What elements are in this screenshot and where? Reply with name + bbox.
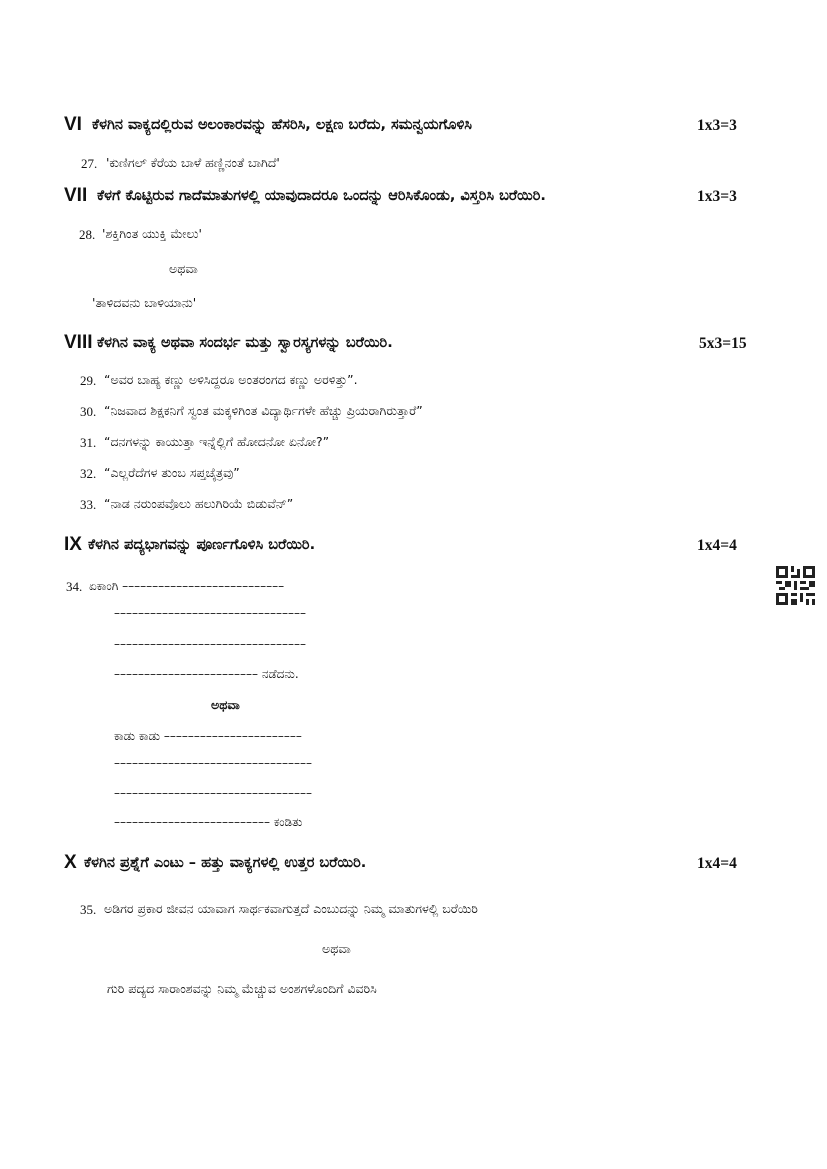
section-heading: ಕೆಳಗಿನ ಪದ್ಯಭಾಗವನ್ನು ಪೂರ್ಣಗೊಳಿಸಿ ಬರೆಯಿರಿ. [88,537,316,553]
poem-line: –––––––––––––––––––––––– ನಡೆದನು. [114,667,299,681]
poem-line: –––––––––––––––––––––––––––––––– [114,606,306,620]
question-number: 34. [66,579,83,594]
section-heading: ಕೆಳಗಿನ ವಾಕ್ಯ ಅಥವಾ ಸಂದರ್ಭ ಮತ್ತು ಸ್ವಾರಸ್ಯಗಳನ್ನು ಬರೆಯಿರಿ. [97,335,393,351]
or-separator: ಅಥವಾ [322,941,351,956]
question-text: “ನಿಜವಾದ ಶಿಕ್ಷಕನಿಗೆ ಸ್ವಂತ ಮಕ್ಕಳಿಗಿಂತ ವಿದ್ಯಾರ್ಥಿಗಳೇ ಹೆಚ್ಚು ಪ್ರಿಯರಾಗಿರುತ್ತಾರೆ” [104,403,423,418]
poem-line: ಕಾಡು ಕಾಡು ––––––––––––––––––––––– [114,729,302,743]
section-marks: 1x3=3 [697,188,737,205]
question-number: 28. [79,227,96,242]
question-text: ಅಡಿಗರ ಪ್ರಕಾರ ಜೀವನ ಯಾವಾಗ ಸಾರ್ಥಕವಾಗುತ್ತದೆ ಎಂಬುದನ್ನು ನಿಮ್ಮ ಮಾತುಗಳಲ್ಲಿ ಬರೆಯಿರಿ [104,901,478,916]
or-separator: ಅಥವಾ [211,697,240,712]
question-text: “ನಾಡ ನರುಂಪವೊಲು ಹಲುಗಿರಿಯೆ ಬಿಡುವೆನ್” [104,496,294,511]
section-number: X [64,852,77,873]
or-separator: ಅಥವಾ [169,261,198,276]
question-text: 'ಶಕ್ತಿಗಿಂತ ಯುಕ್ತಿ ಮೇಲು' [102,226,202,241]
question-text: “ಅವರ ಬಾಹ್ಯ ಕಣ್ಣು ಅಳಿಸಿದ್ದರೂ ಅಂತರಂಗದ ಕಣ್ಣು ಅರಳಿತ್ತು”. [104,372,358,387]
poem-line: –––––––––––––––––––––––––––––––– [114,637,306,651]
question-number: 32. [80,466,97,481]
alternative-question: 'ತಾಳಿದವನು ಬಾಳಿಯಾನು' [92,295,197,310]
poem-line: –––––––––––––––––––––––––– ಕಂಡಿತು [114,815,303,829]
question-text: 'ಕುಣಿಗಲ್ ಕೆರೆಯ ಬಾಳೆ ಹಣ್ಣಿನಂತೆ ಬಾಗಿದೆ' [106,155,280,170]
section-number: IX [64,534,82,555]
question-text: “ಎಲ್ಲರೆದೆಗಳ ತುಂಬ ಸಪ್ತಚೈತ್ರವು” [104,465,240,480]
qr-code-icon [776,566,815,605]
question-number: 30. [80,404,97,419]
section-number: VI [64,114,82,135]
section-marks: 1x4=4 [697,855,737,872]
question-number: 31. [80,435,97,450]
alternative-question: ಗುರಿ ಪದ್ಯದ ಸಾರಾಂಶವನ್ನು ನಿಮ್ಮ ಮೆಚ್ಚುವ ಅಂಶಗಳೊಂದಿಗೆ ವಿವರಿಸಿ [107,981,377,996]
question-number: 27. [81,156,98,171]
poem-line: ––––––––––––––––––––––––––––––––– [114,786,312,800]
section-heading: ಕೆಳಗೆ ಕೊಟ್ಟಿರುವ ಗಾದೆಮಾತುಗಳಲ್ಲಿ ಯಾವುದಾದರೂ ಒಂದನ್ನು ಆರಿಸಿಕೊಂಡು, ವಿಸ್ತರಿಸಿ ಬರೆಯಿರಿ. [97,188,546,204]
question-number: 33. [80,497,97,512]
poem-line: ಏಕಾಂಗಿ ––––––––––––––––––––––––––– [89,579,285,593]
section-marks: 1x3=3 [697,117,737,134]
section-number: VII [64,185,88,206]
section-marks: 5x3=15 [699,335,747,352]
section-marks: 1x4=4 [697,537,737,554]
section-number: VIII [64,332,93,353]
poem-line: ––––––––––––––––––––––––––––––––– [114,756,312,770]
section-heading: ಕೆಳಗಿನ ವಾಕ್ಯದಲ್ಲಿರುವ ಅಲಂಕಾರವನ್ನು ಹೆಸರಿಸಿ, ಲಕ್ಷಣ ಬರೆದು, ಸಮನ್ವಯಗೊಳಿಸಿ [92,117,472,133]
question-number: 35. [80,902,97,917]
question-number: 29. [80,373,97,388]
question-text: “ದನಗಳನ್ನು ಕಾಯುತ್ತಾ ಇನ್ನೆಲ್ಲಿಗೆ ಹೋದನೋ ಏನೋ?” [104,434,330,449]
section-heading: ಕೆಳಗಿನ ಪ್ರಶ್ನೆಗೆ ಎಂಟು – ಹತ್ತು ವಾಕ್ಯಗಳಲ್ಲಿ ಉತ್ತರ ಬರೆಯಿರಿ. [84,855,367,871]
